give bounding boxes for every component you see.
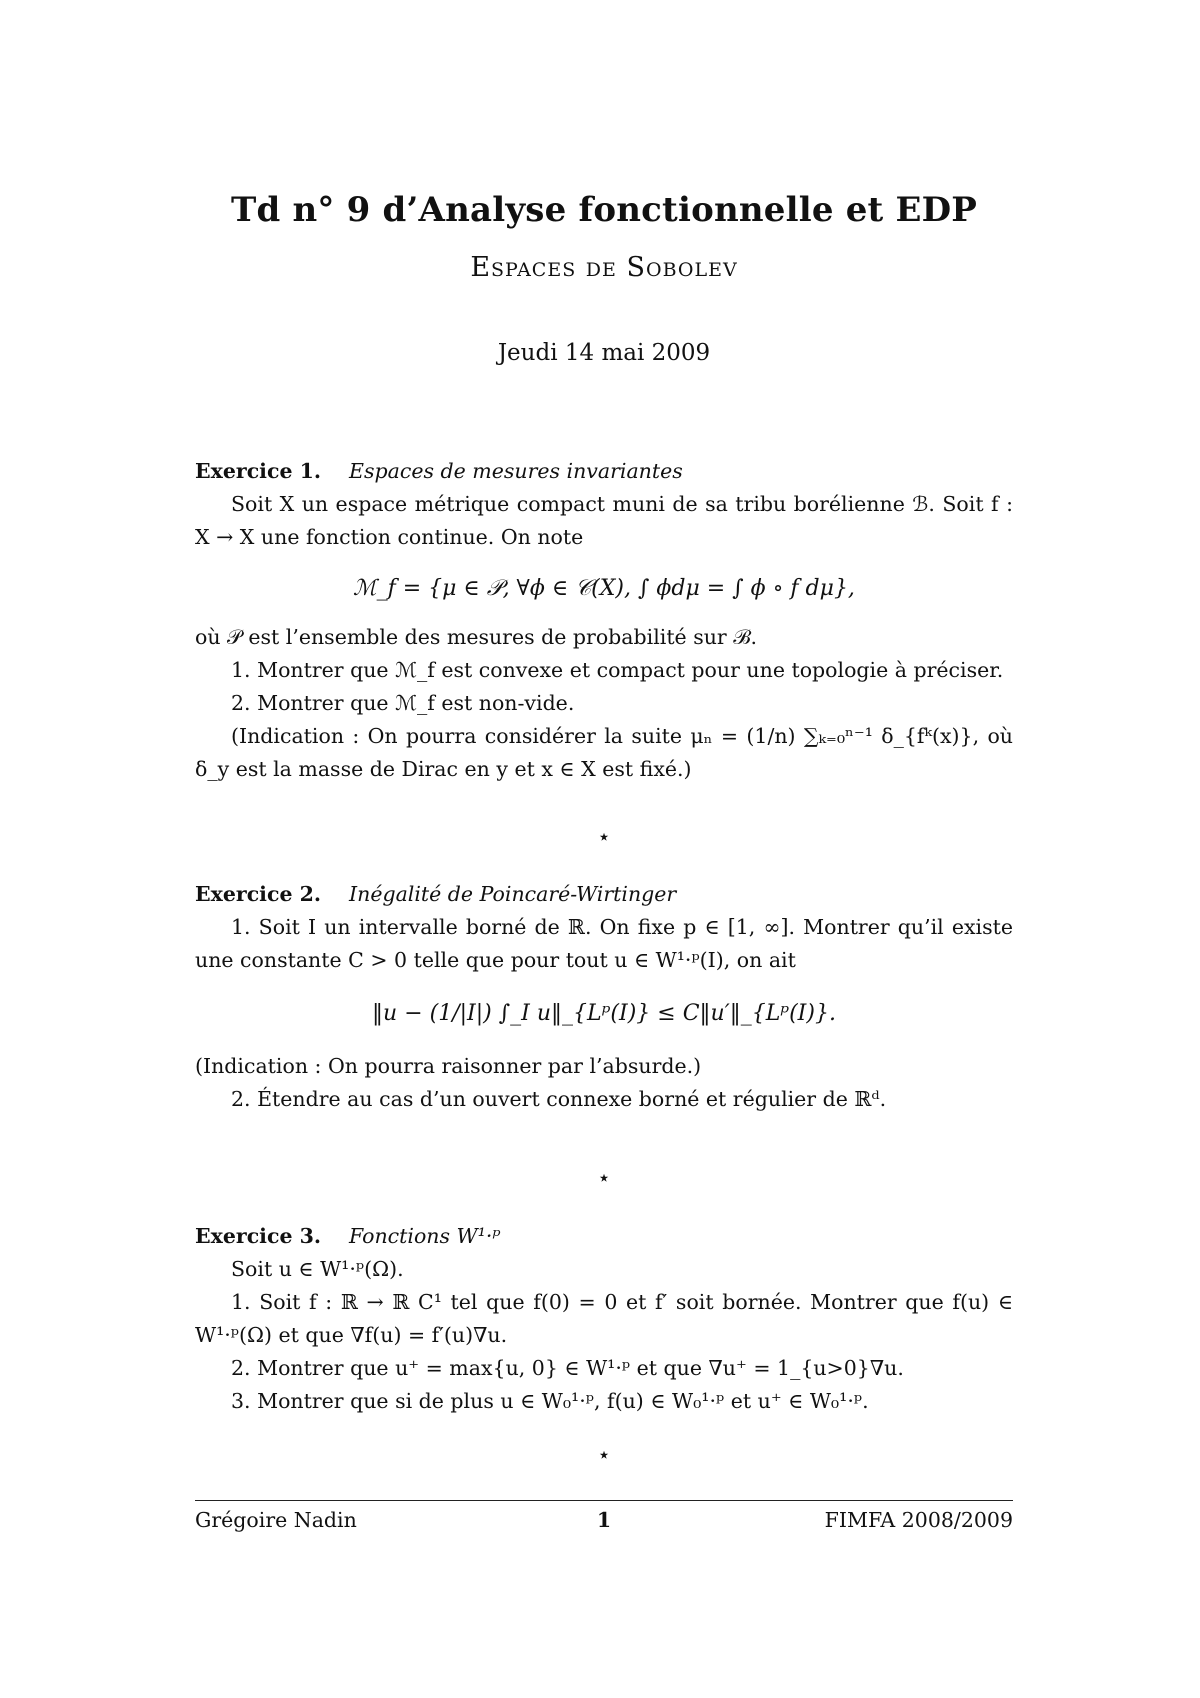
exercise-3-question-2: 2. Montrer que u⁺ = max{u, 0} ∈ W¹·ᵖ et que ∇u⁺ = 1_{u>0}∇u. bbox=[231, 1356, 904, 1380]
document-subtitle: Espaces de Sobolev bbox=[470, 252, 738, 283]
separator-3: ⋆ bbox=[597, 1443, 611, 1468]
exercise-3-question-3: 3. Montrer que si de plus u ∈ W₀¹·ᵖ, f(u) ∈ W₀¹·ᵖ et u⁺ ∈ W₀¹·ᵖ. bbox=[231, 1389, 869, 1413]
exercise-2-question-1: 1. Soit I un intervalle borné de ℝ. On fixe p ∈ [1, ∞]. Montrer qu’il existe une constante C > 0 telle que pour tout u ∈ W¹·ᵖ(I), on ait bbox=[195, 915, 1013, 972]
exercise-2-heading bbox=[195, 878, 1013, 911]
exercise-3 bbox=[195, 1220, 1013, 1418]
exercise-3-heading bbox=[195, 1220, 1013, 1253]
exercise-1 bbox=[195, 455, 1013, 786]
exercise-3-topic: Fonctions W¹·ᵖ bbox=[349, 1224, 501, 1248]
footer-page-number: 1 bbox=[596, 1508, 612, 1532]
exercise-1-topic: Espaces de mesures invariantes bbox=[349, 459, 683, 483]
document-date: Jeudi 14 mai 2009 bbox=[497, 340, 711, 366]
exercise-1-intro: Soit X un espace métrique compact muni de sa tribu borélienne ℬ. Soit f : X → X une fonction continue. On note bbox=[195, 492, 1013, 549]
exercise-1-equation: ℳ_f = {μ ∈ 𝒫, ∀ϕ ∈ 𝒞(X), ∫ ϕdμ = ∫ ϕ ∘ f dμ}, bbox=[353, 576, 855, 601]
exercise-2-equation: ‖u − (1/|I|) ∫_I u‖_{Lᵖ(I)} ≤ C‖u′‖_{Lᵖ(I)}. bbox=[372, 1001, 836, 1026]
exercise-3-question-1: 1. Soit f : ℝ → ℝ C¹ tel que f(0) = 0 et f′ soit bornée. Montrer que f(u) ∈ W¹·ᵖ(Ω) et que ∇f(u) = f′(u)∇u. bbox=[195, 1290, 1013, 1347]
footer-author: Grégoire Nadin bbox=[195, 1508, 357, 1532]
footer-rule bbox=[195, 1500, 1013, 1501]
exercise-1-heading bbox=[195, 455, 1013, 488]
exercise-3-label: Exercice 3. bbox=[195, 1224, 322, 1248]
exercise-3-intro: Soit u ∈ W¹·ᵖ(Ω). bbox=[231, 1257, 404, 1281]
exercise-1-hint: (Indication : On pourra considérer la suite μₙ = (1/n) ∑ₖ₌₀ⁿ⁻¹ δ_{fᵏ(x)}, où δ_y est la masse de Dirac en y et x ∈ X est fixé.) bbox=[195, 724, 1013, 781]
document-page bbox=[195, 0, 1013, 1698]
separator-2: ⋆ bbox=[597, 1166, 611, 1191]
exercise-2-topic: Inégalité de Poincaré-Wirtinger bbox=[349, 882, 677, 906]
exercise-2-hint: (Indication : On pourra raisonner par l’absurde.) bbox=[195, 1054, 702, 1078]
exercise-1-after: où 𝒫 est l’ensemble des mesures de probabilité sur ℬ. bbox=[195, 625, 757, 649]
exercise-1-question-2: 2. Montrer que ℳ_f est non-vide. bbox=[231, 691, 575, 715]
footer-course: FIMFA 2008/2009 bbox=[824, 1508, 1013, 1532]
document-title: Td n° 9 d’Analyse fonctionnelle et EDP bbox=[230, 190, 978, 230]
exercise-2-question-2: 2. Étendre au cas d’un ouvert connexe borné et régulier de ℝᵈ. bbox=[231, 1087, 887, 1111]
exercise-2 bbox=[195, 878, 1013, 1116]
exercise-1-label: Exercice 1. bbox=[195, 459, 322, 483]
separator-1: ⋆ bbox=[597, 825, 611, 850]
exercise-1-question-1: 1. Montrer que ℳ_f est convexe et compact pour une topologie à préciser. bbox=[231, 658, 1004, 682]
exercise-2-label: Exercice 2. bbox=[195, 882, 322, 906]
